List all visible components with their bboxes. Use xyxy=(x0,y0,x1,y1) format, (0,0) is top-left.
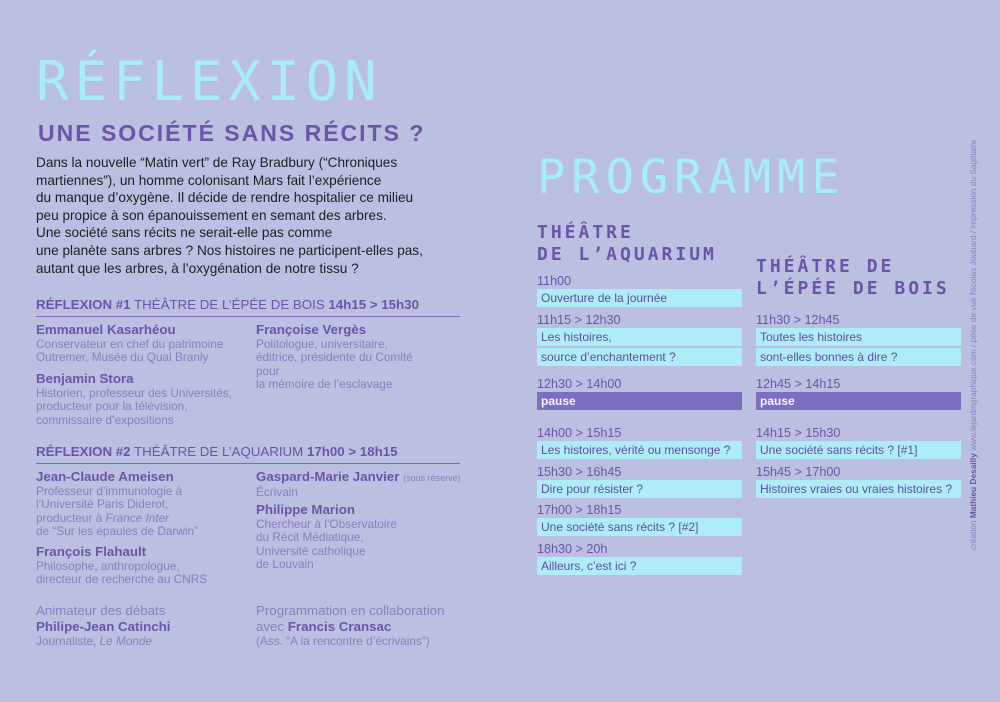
collaboration-note: (Ass. “A la rencontre d’écrivains”) xyxy=(256,634,430,648)
slot-time: 12h45 > 14h15 xyxy=(756,377,841,391)
credits-rest: www.lejardingraphique.com / prise de vue Nicolas Joubard / impression du Sagittaire xyxy=(968,139,978,454)
speaker-desc-line: Professeur d’immunologie à xyxy=(36,484,183,498)
slot-pause: pause xyxy=(537,392,742,410)
reflexion-1-venue: THÉÂTRE DE L’ÉPÉE DE BOIS xyxy=(134,297,325,312)
venue-aquarium xyxy=(537,222,717,266)
speaker-description xyxy=(256,486,481,499)
page-title: RÉFLEXION xyxy=(36,50,383,113)
intro-line: Dans la nouvelle “Matin vert” de Ray Bradbury (“Chroniques xyxy=(36,155,398,170)
speaker-desc-italic: France Inter xyxy=(105,510,170,525)
speaker-desc-text: producteur à xyxy=(36,510,106,525)
slot-time: 12h30 > 14h00 xyxy=(537,377,622,391)
slot-title: Une société sans récits ? [#1] xyxy=(756,441,961,459)
intro-line: martiennes”), un homme colonisant Mars fait l’expérience xyxy=(36,172,382,188)
collaboration-block xyxy=(256,603,486,648)
reflexion-2-label: RÉFLEXION #2 xyxy=(36,444,131,459)
speaker-desc-line: l’Université Paris Diderot, xyxy=(36,497,169,512)
slot-time: 14h00 > 15h15 xyxy=(537,426,622,440)
slot-title: Ouverture de la journée xyxy=(537,289,742,307)
collaboration-label: Programmation en collaboration xyxy=(256,603,445,618)
slot-title: Toutes les histoires xyxy=(756,328,961,346)
slot-time: 17h00 > 18h15 xyxy=(537,503,622,517)
slot-title: Ailleurs, c’est ici ? xyxy=(537,557,742,575)
speaker-description xyxy=(36,485,251,538)
slot-title: sont-elles bonnes à dire ? xyxy=(756,348,961,366)
slot-title: Histoires vraies ou vraies histoires ? xyxy=(756,480,961,498)
credits-vertical xyxy=(968,140,978,550)
intro-line: peu propice à son épanouissement en semant des arbres. xyxy=(36,207,387,223)
schedule-slot xyxy=(537,377,742,412)
slot-time: 15h45 > 17h00 xyxy=(756,465,841,479)
slot-title: source d’enchantement ? xyxy=(537,348,742,366)
speaker-desc-line xyxy=(36,512,251,525)
schedule-slot xyxy=(756,426,961,461)
speaker-note: (sous réserve) xyxy=(403,473,461,483)
speaker-name-row xyxy=(256,469,481,486)
schedule-slot xyxy=(537,542,742,577)
schedule-slot xyxy=(537,426,742,461)
speaker-ameisen xyxy=(36,469,251,538)
collaboration-prefix: avec xyxy=(256,619,288,634)
intro-line: autant que les arbres, à l’oxygénation de notre tissu ? xyxy=(36,260,359,276)
credits-prefix: création xyxy=(968,518,978,550)
schedule-slot xyxy=(756,313,961,368)
venue-line: L’ÉPÉE DE BOIS xyxy=(756,278,950,299)
reflexion-1-time: 14h15 > 15h30 xyxy=(328,297,419,312)
animateur-role xyxy=(36,635,251,648)
collaboration-row xyxy=(256,619,486,635)
speaker-description xyxy=(36,387,251,427)
speaker-description xyxy=(256,518,471,571)
speaker-name: Gaspard-Marie Janvier xyxy=(256,469,400,484)
intro-line: du manque d’oxygène. Il décide de rendre hospitalier ce milieu xyxy=(36,190,414,206)
speaker-name: Philippe Marion xyxy=(256,502,355,517)
slot-pause: pause xyxy=(756,392,961,410)
speaker-verges xyxy=(256,322,471,391)
speaker-description xyxy=(36,560,251,587)
intro-paragraph xyxy=(36,154,456,277)
animateur-label: Animateur des débats xyxy=(36,603,166,618)
credits-designer: Mathieu Desailly xyxy=(968,453,978,519)
speaker-desc-line: éditrice, présidente du Comité xyxy=(256,350,413,365)
speaker-desc-line: Philosophe, anthropologue, xyxy=(36,559,180,573)
schedule-slot xyxy=(756,377,961,412)
speaker-desc-line: directeur de recherche au CNRS xyxy=(36,572,208,587)
reflexion-2-venue: THÉÂTRE DE L’AQUARIUM xyxy=(134,444,304,459)
slot-time: 11h30 > 12h45 xyxy=(756,313,840,327)
speaker-desc-line: Conservateur en chef du patrimoine xyxy=(36,337,224,351)
programme-title: PROGRAMME xyxy=(537,150,846,205)
slot-time: 14h15 > 15h30 xyxy=(756,426,841,440)
slot-title: Dire pour résister ? xyxy=(537,480,742,498)
speaker-desc-line: Politologue, universitaire, xyxy=(256,337,388,351)
speaker-desc-line: Écrivain xyxy=(256,485,298,499)
speaker-name: Emmanuel Kasarhéou xyxy=(36,322,176,337)
schedule-slot xyxy=(537,465,742,500)
speaker-desc-line: Outremer, Musée du Quai Branly xyxy=(36,350,209,365)
collaboration-name: Francis Cransac xyxy=(287,619,392,634)
speaker-name: Benjamin Stora xyxy=(36,371,134,386)
schedule-slot xyxy=(537,313,742,368)
slot-title: Une société sans récits ? [#2] xyxy=(537,518,742,536)
speaker-desc-line: Historien, professeur des Universités, xyxy=(36,386,233,400)
reflexion-2-time: 17h00 > 18h15 xyxy=(306,444,398,459)
animateur-role-text: Journaliste, xyxy=(36,634,100,648)
speaker-desc-line: producteur pour la télévision, xyxy=(36,399,188,414)
speaker-desc-line: commissaire d’expositions xyxy=(36,412,174,427)
speaker-desc-line: la mémoire de l’esclavage xyxy=(256,376,393,391)
speaker-flahault xyxy=(36,544,251,587)
speaker-name: Françoise Vergès xyxy=(256,322,367,337)
speaker-description xyxy=(36,338,251,365)
slot-time: 11h15 > 12h30 xyxy=(537,313,621,327)
reflexion-2-header xyxy=(36,444,460,464)
intro-line: Une société sans récits ne serait-elle pas comme xyxy=(36,225,333,241)
venue-epee xyxy=(756,256,950,300)
reflexion-1-header xyxy=(36,297,460,317)
animateur-role-italic: Le Monde xyxy=(99,634,153,648)
speaker-desc-line: Université catholique xyxy=(256,543,366,558)
venue-line: DE L’AQUARIUM xyxy=(537,244,717,265)
speaker-desc-line: du Récit Médiatique, xyxy=(256,530,364,545)
slot-time: 11h00 xyxy=(537,274,572,288)
schedule-slot xyxy=(537,503,742,538)
speaker-name: François Flahault xyxy=(36,544,147,559)
speaker-stora xyxy=(36,371,251,427)
slot-title: Les histoires, xyxy=(537,328,742,346)
reflexion-1-label: RÉFLEXION #1 xyxy=(36,297,131,312)
speaker-description xyxy=(256,338,471,391)
animateur-block xyxy=(36,603,251,648)
speaker-desc-line: pour xyxy=(256,363,280,378)
speaker-desc-line: de “Sur les épaules de Darwin” xyxy=(36,523,198,538)
schedule-slot xyxy=(537,274,742,309)
section-subtitle: UNE SOCIÉTÉ SANS RÉCITS ? xyxy=(38,120,426,146)
intro-line: une planète sans arbres ? Nos histoires ne participent-elles pas, xyxy=(36,242,423,258)
animateur-name: Philipe-Jean Catinchi xyxy=(36,619,171,634)
venue-line: THÉÂTRE xyxy=(537,222,634,243)
speaker-name: Jean-Claude Ameisen xyxy=(36,469,174,484)
venue-line: THÉÂTRE DE xyxy=(756,256,895,277)
schedule-slot xyxy=(756,465,961,500)
slot-title: Les histoires, vérité ou mensonge ? xyxy=(537,441,742,459)
speaker-janvier xyxy=(256,469,481,499)
speaker-kasarheou xyxy=(36,322,251,365)
slot-time: 18h30 > 20h xyxy=(537,542,608,556)
speaker-desc-line: Chercheur à l’Observatoire xyxy=(256,517,397,531)
speaker-marion xyxy=(256,502,471,571)
slot-time: 15h30 > 16h45 xyxy=(537,465,622,479)
speaker-desc-line: de Louvain xyxy=(256,556,314,571)
